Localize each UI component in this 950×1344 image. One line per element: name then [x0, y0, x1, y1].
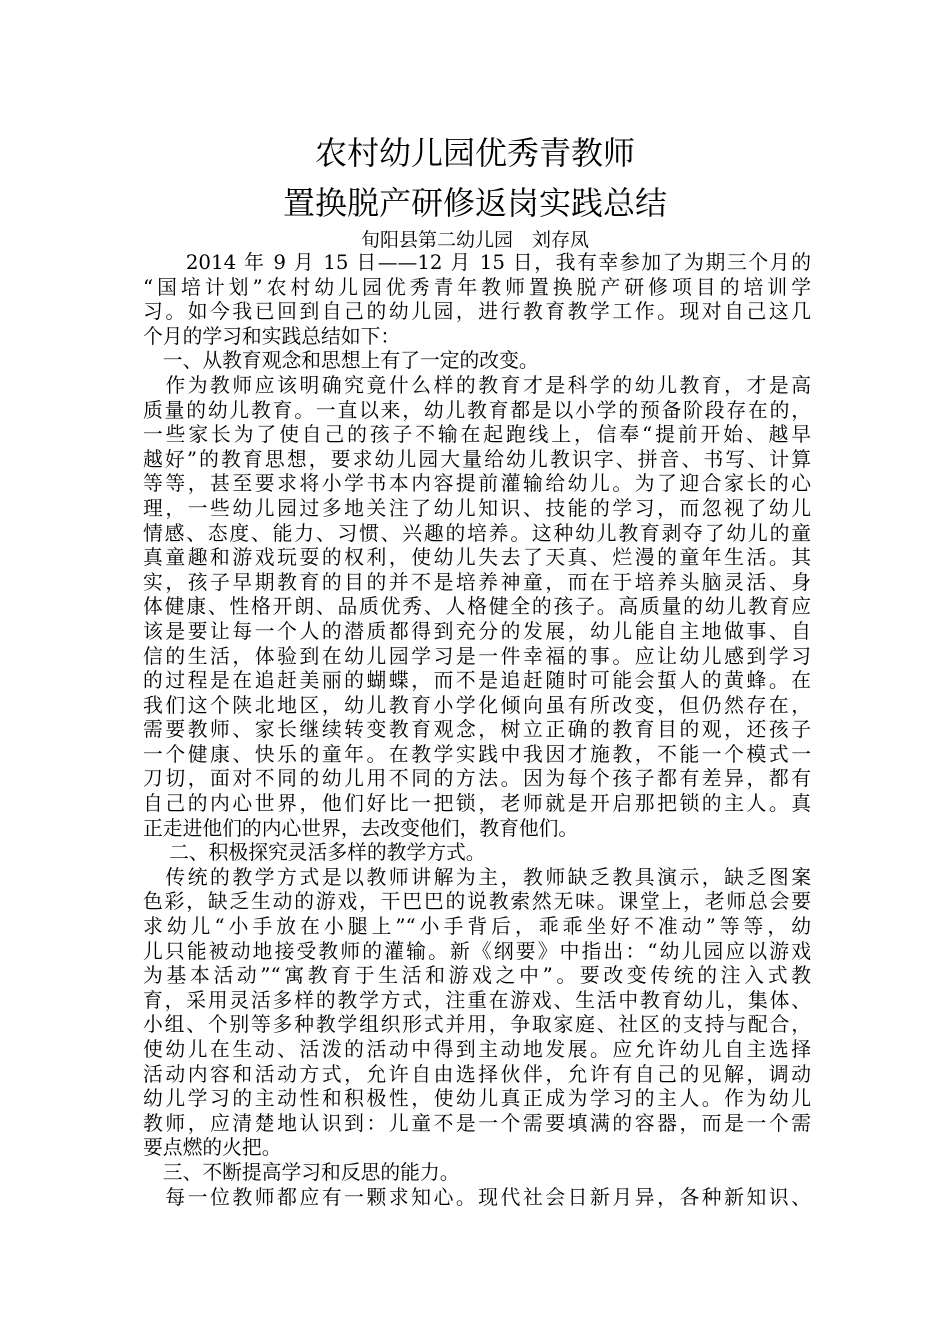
- document-title-line-2: 置换脱产研修返岗实践总结: [282, 184, 667, 222]
- document-body: [143, 251, 811, 1210]
- body-line: 体健康、性格开朗、品质优秀、人格健全的孩子。高质量的幼儿教育应: [143, 595, 811, 619]
- body-line: 小组、个别等多种教学组织形式并用，争取家庭、社区的支持与配合，: [143, 1013, 811, 1037]
- body-line: 该是要让每一个人的潜质都得到充分的发展，幼儿能自主地做事、自: [143, 619, 811, 643]
- body-line: “国培计划”农村幼儿园优秀青年教师置换脱产研修项目的培训学: [143, 275, 811, 299]
- body-line: 2014 年 9 月 15 日——12 月 15 日，我有幸参加了为期三个月的: [143, 251, 811, 274]
- body-line: 求幼儿“小手放在小腿上”“小手背后，乖乖坐好不准动”等等，幼: [143, 915, 811, 939]
- section-heading-1: 一、从教育观念和思想上有了一定的改变。: [143, 349, 539, 373]
- body-line: 活动内容和活动方式，允许自由选择伙伴，允许有自己的见解，调动: [143, 1062, 811, 1086]
- body-line: 一些家长为了使自己的孩子不输在起跑线上，信奉“提前开始、越早: [143, 423, 811, 447]
- body-line: 理，一些幼儿园过多地关注了幼儿知识、技能的学习，而忽视了幼儿: [143, 496, 811, 520]
- body-line: 为基本活动”“寓教育于生活和游戏之中”。要改变传统的注入式教: [143, 964, 811, 988]
- section-heading-3: 三、不断提高学习和反思的能力。: [143, 1160, 460, 1184]
- body-line: 需要教师、家长继续转变教育观念，树立正确的教育目的观，还孩子: [143, 718, 811, 742]
- body-line: 一个健康、快乐的童年。在教学实践中我因才施教，不能一个模式一: [143, 742, 811, 766]
- body-line: 色彩，缺乏生动的游戏，干巴巴的说教索然无味。课堂上，老师总会要: [143, 890, 811, 914]
- body-line: 作为教师应该明确究竟什么样的教育才是科学的幼儿教育，才是高: [143, 373, 811, 397]
- body-line: 自己的内心世界，他们好比一把锁，老师就是开启那把锁的主人。真: [143, 792, 811, 816]
- body-line: 个月的学习和实践总结如下：: [143, 324, 401, 348]
- body-line: 的过程是在追赶美丽的蝴蝶，而不是追赶随时可能会蜇人的黄蜂。在: [143, 669, 811, 693]
- body-line: 传统的教学方式是以教师讲解为主，教师缺乏教具演示，缺乏图案: [143, 865, 811, 889]
- body-line: 每一位教师都应有一颗求知心。现代社会日新月异，各种新知识、: [143, 1185, 811, 1209]
- body-line: 质量的幼儿教育。一直以来，幼儿教育都是以小学的预备阶段存在的，: [143, 398, 811, 422]
- body-line: 育，采用灵活多样的教学方式，注重在游戏、生活中教育幼儿，集体、: [143, 988, 811, 1012]
- body-line: 越好”的教育思想，要求幼儿园大量给幼儿教识字、拼音、书写、计算: [143, 447, 811, 471]
- body-line: 情感、态度、能力、习惯、兴趣的培养。这种幼儿教育剥夺了幼儿的童: [143, 521, 811, 545]
- document-title-line-1: 农村幼儿园优秀青教师: [314, 134, 635, 172]
- body-line: 刀切，面对不同的幼儿用不同的方法。因为每个孩子都有差异，都有: [143, 767, 811, 791]
- body-line: 习。如今我已回到自己的幼儿园，进行教育教学工作。现对自己这几: [143, 300, 811, 324]
- body-line: 信的生活，体验到在幼儿园学习是一件幸福的事。应让幼儿感到学习: [143, 644, 811, 668]
- body-line: 要点燃的火把。: [143, 1136, 282, 1160]
- body-line: 我们这个陕北地区，幼儿教育小学化倾向虽有所改变，但仍然存在，: [143, 693, 811, 717]
- body-line: 教师，应清楚地认识到：儿童不是一个需要填满的容器，而是一个需: [143, 1111, 811, 1135]
- body-line: 正走进他们的内心世界，去改变他们，教育他们。: [143, 816, 579, 840]
- body-line: 实，孩子早期教育的目的并不是培养神童，而在于培养头脑灵活、身: [143, 570, 811, 594]
- body-line: 真童趣和游戏玩耍的权利，使幼儿失去了天真、烂漫的童年生活。其: [143, 546, 811, 570]
- body-line: 等等，甚至要求将小学书本内容提前灌输给幼儿。为了迎合家长的心: [143, 472, 811, 496]
- body-line: 使幼儿在生动、活泼的活动中得到主动地发展。应允许幼儿自主选择: [143, 1038, 811, 1061]
- section-heading-2: 二、积极探究灵活多样的教学方式。: [143, 841, 486, 865]
- body-line: 幼儿学习的主动性和积极性，使幼儿真正成为学习的主人。作为幼儿: [143, 1087, 811, 1111]
- body-line: 儿只能被动地接受教师的灌输。新《纲要》中指出：“幼儿园应以游戏: [143, 939, 811, 963]
- author-line: 旬阳县第二幼儿园 刘存凤: [360, 229, 589, 251]
